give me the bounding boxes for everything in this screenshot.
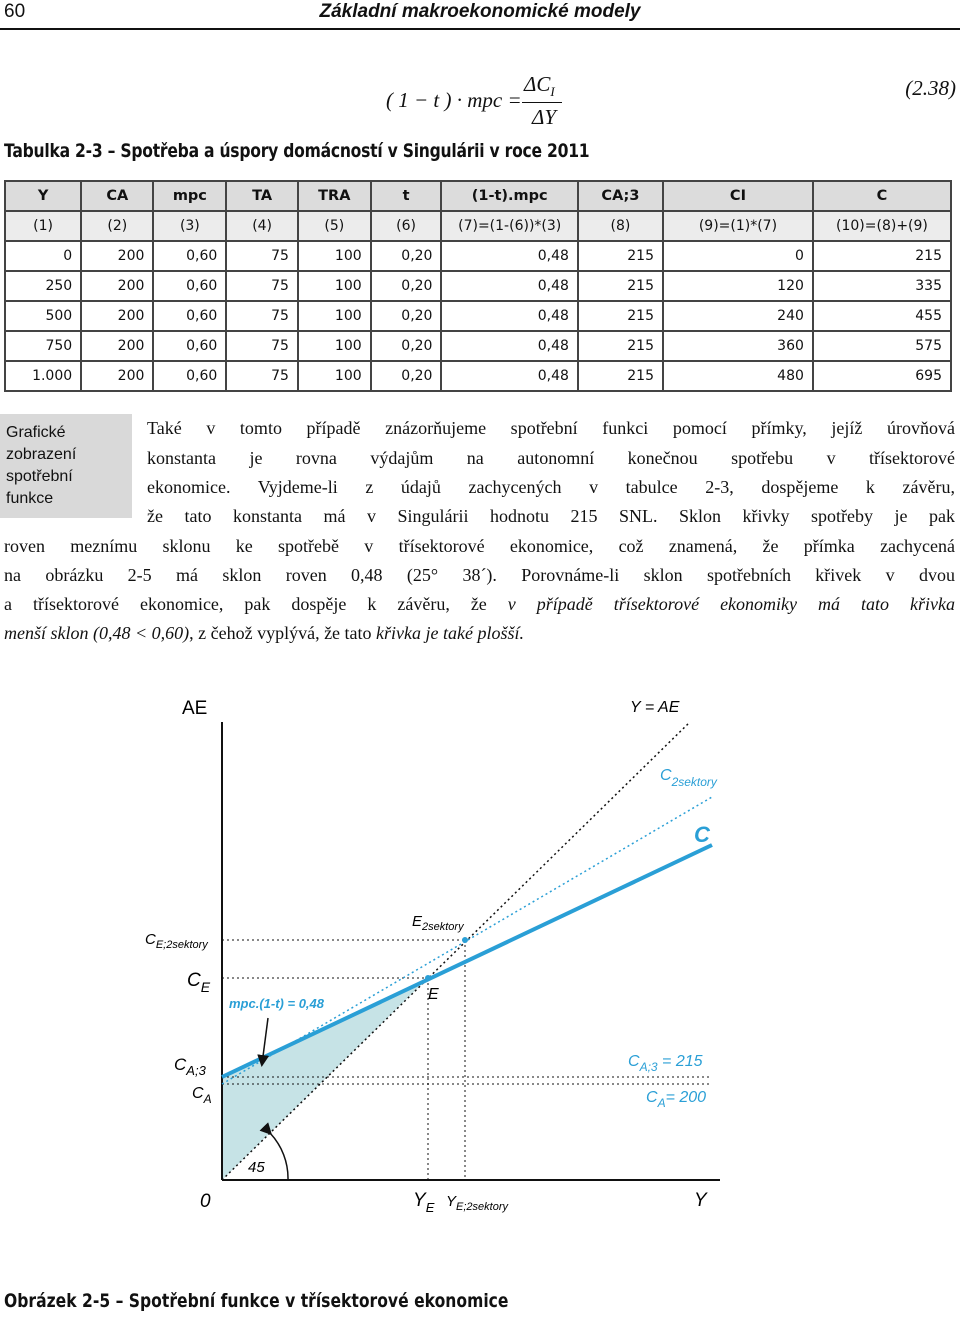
table-row bbox=[5, 361, 951, 391]
equation-numerator: $\Delta C_I$ bbox=[524, 72, 555, 100]
table-row bbox=[5, 271, 951, 301]
label-y-ae: Y = AE bbox=[630, 699, 680, 716]
data-table bbox=[4, 180, 952, 392]
emphasis: křivka je také plošší. bbox=[376, 623, 525, 643]
table-cell: 0,20 bbox=[371, 301, 442, 331]
label-ce-2sektory: $C_{E;2sektory}$ bbox=[145, 931, 208, 951]
table-cell: 360 bbox=[663, 331, 813, 361]
paragraph-line: konstanta je rovna výdajům na autonomní konečnou spotřebu v třísektorové bbox=[147, 448, 955, 468]
label-ye: $Y_E$ bbox=[413, 1190, 435, 1215]
col-header: mpc bbox=[153, 181, 226, 211]
table-cell: 0,48 bbox=[441, 271, 577, 301]
table-cell: 0,60 bbox=[153, 301, 226, 331]
margin-note-line: funkce bbox=[6, 490, 54, 507]
angle-arc bbox=[270, 1133, 288, 1180]
table-cell: 0,48 bbox=[441, 241, 577, 271]
table-header-row bbox=[5, 181, 951, 211]
table-cell: 75 bbox=[226, 271, 298, 301]
table-cell: 250 bbox=[5, 271, 81, 301]
equation-lhs: ( 1 − t ) · mpc = bbox=[386, 88, 522, 112]
table-cell: 0,20 bbox=[371, 271, 442, 301]
table-cell: 215 bbox=[813, 241, 951, 271]
table-cell: 0,48 bbox=[441, 361, 577, 391]
fraction-bar bbox=[522, 102, 562, 103]
margin-note-line: spotřební bbox=[6, 468, 73, 485]
col-header: CI bbox=[663, 181, 813, 211]
table-cell: 200 bbox=[81, 301, 153, 331]
table-cell: 200 bbox=[81, 361, 153, 391]
table-row bbox=[5, 301, 951, 331]
paragraph-line: ekonomice. Vyjdeme-li z údajů zachycených v tabulce 2-3, dospějeme k závěru, bbox=[147, 477, 955, 497]
emphasis: v případě třísektorové ekonomiky má tato křivka bbox=[507, 594, 955, 614]
label-c-2sektory: $C_{2sektory}$ bbox=[660, 767, 717, 789]
table-cell: 100 bbox=[298, 331, 371, 361]
consumption-function-figure bbox=[0, 680, 960, 1240]
index-cell: (2) bbox=[81, 211, 153, 241]
table-cell: 335 bbox=[813, 271, 951, 301]
table-cell: 200 bbox=[81, 241, 153, 271]
table-cell: 1.000 bbox=[5, 361, 81, 391]
label-ye-2sektory: $Y_{E;2sektory}$ bbox=[446, 1193, 508, 1213]
table-cell: 695 bbox=[813, 361, 951, 391]
label-ca3-value: $C_{A;3} = 215$ bbox=[628, 1053, 703, 1074]
emphasis: menší sklon (0,48 < 0,60) bbox=[4, 623, 190, 643]
table-cell: 0,60 bbox=[153, 331, 226, 361]
table-cell: 100 bbox=[298, 241, 371, 271]
page-number: 60 bbox=[4, 1, 26, 22]
table-caption: Tabulka 2-3 – Spotřeba a úspory domácností v Singulárii v roce 2011 bbox=[4, 140, 590, 162]
index-cell: (8) bbox=[578, 211, 663, 241]
table-cell: 455 bbox=[813, 301, 951, 331]
label-ca: $C_A$ bbox=[192, 1085, 212, 1106]
equation bbox=[386, 72, 586, 132]
table-cell: 0 bbox=[663, 241, 813, 271]
table-cell: 0,20 bbox=[371, 331, 442, 361]
label-ca3: $C_{A;3}$ bbox=[174, 1055, 206, 1078]
index-cell: (10)=(8)+(9) bbox=[813, 211, 951, 241]
equation-number: (2.38) bbox=[905, 76, 956, 100]
label-angle: 45 bbox=[248, 1159, 265, 1176]
table-cell: 750 bbox=[5, 331, 81, 361]
table-cell: 480 bbox=[663, 361, 813, 391]
table-cell: 200 bbox=[81, 331, 153, 361]
table-row bbox=[5, 331, 951, 361]
col-header: Y bbox=[5, 181, 81, 211]
label-slope: mpc.(1-t) = 0,48 bbox=[229, 996, 325, 1011]
table-cell: 0,20 bbox=[371, 241, 442, 271]
table-cell: 0,48 bbox=[441, 301, 577, 331]
col-header: CA;3 bbox=[578, 181, 663, 211]
table-cell: 100 bbox=[298, 271, 371, 301]
table-cell: 120 bbox=[663, 271, 813, 301]
table-cell: 100 bbox=[298, 361, 371, 391]
table-cell: 75 bbox=[226, 301, 298, 331]
col-header: TA bbox=[226, 181, 298, 211]
col-header: t bbox=[371, 181, 442, 211]
table-cell: 75 bbox=[226, 361, 298, 391]
index-cell: (6) bbox=[371, 211, 442, 241]
origin-label: 0 bbox=[200, 1191, 211, 1212]
point-e bbox=[425, 975, 431, 981]
header-rule bbox=[0, 28, 960, 30]
table-cell: 215 bbox=[578, 361, 663, 391]
table-cell: 0,20 bbox=[371, 361, 442, 391]
paragraph-line: na obrázku 2-5 má sklon roven 0,48 (25° 38´). Porovnáme-li sklon spotřebních křivek v dvou bbox=[4, 565, 955, 585]
paragraph-line: a třísektorové ekonomice, pak dospěje k závěru, že v případě třísektorové ekonomiky má tato křivka bbox=[4, 594, 955, 614]
col-header: CA bbox=[81, 181, 153, 211]
paragraph-line: že tato konstanta má v Singulárii hodnotu 215 SNL. Sklon křivky spotřeby je pak bbox=[147, 506, 955, 526]
table-cell: 75 bbox=[226, 241, 298, 271]
table-cell: 0,60 bbox=[153, 361, 226, 391]
margin-note-line: Grafické bbox=[6, 424, 66, 441]
line-c bbox=[222, 845, 712, 1077]
page-header bbox=[0, 0, 960, 26]
index-cell: (5) bbox=[298, 211, 371, 241]
label-e-2sektory: $E_{2sektory}$ bbox=[412, 913, 464, 933]
y-axis-label: AE bbox=[182, 698, 208, 719]
index-cell: (1) bbox=[5, 211, 81, 241]
paragraph-line: roven meznímu sklonu ke spotřebě v třísektorové ekonomice, což znamená, že přímka zachycená bbox=[4, 536, 955, 556]
col-header: (1-t).mpc bbox=[441, 181, 577, 211]
paragraph-line: Také v tomto případě znázorňujeme spotřební funkci pomocí přímky, jejíž úrovňová bbox=[147, 418, 955, 438]
label-ca-value: $C_A= 200$ bbox=[646, 1089, 707, 1110]
index-cell: (4) bbox=[226, 211, 298, 241]
point-e2 bbox=[462, 937, 468, 943]
table-row bbox=[5, 241, 951, 271]
label-c: C bbox=[694, 822, 710, 847]
table-cell: 200 bbox=[81, 271, 153, 301]
index-row bbox=[5, 211, 951, 241]
table-cell: 215 bbox=[578, 301, 663, 331]
index-cell: (9)=(1)*(7) bbox=[663, 211, 813, 241]
running-title: Základní makroekonomické modely bbox=[319, 1, 641, 22]
table-cell: 0,60 bbox=[153, 271, 226, 301]
x-axis-label: Y bbox=[694, 1190, 707, 1211]
table-cell: 0,60 bbox=[153, 241, 226, 271]
table-cell: 240 bbox=[663, 301, 813, 331]
table-cell: 0 bbox=[5, 241, 81, 271]
label-e: E bbox=[428, 986, 439, 1003]
paragraph-line: menší sklon (0,48 < 0,60), z čehož vyplývá, že tato křivka je také plošší. bbox=[4, 623, 525, 643]
index-cell: (3) bbox=[153, 211, 226, 241]
col-header: C bbox=[813, 181, 951, 211]
table-cell: 100 bbox=[298, 301, 371, 331]
label-ce: $C_E$ bbox=[187, 970, 211, 995]
line-45-degree bbox=[222, 722, 690, 1180]
table-cell: 575 bbox=[813, 331, 951, 361]
table-cell: 215 bbox=[578, 241, 663, 271]
equation-denominator: ΔY bbox=[532, 105, 557, 129]
margin-note-line: zobrazení bbox=[6, 446, 77, 463]
table-cell: 75 bbox=[226, 331, 298, 361]
figure-caption: Obrázek 2-5 – Spotřební funkce v třísektorové ekonomice bbox=[4, 1290, 509, 1312]
margin-note bbox=[0, 414, 132, 518]
table-cell: 215 bbox=[578, 331, 663, 361]
table-cell: 0,48 bbox=[441, 331, 577, 361]
table-cell: 215 bbox=[578, 271, 663, 301]
index-cell: (7)=(1-(6))*(3) bbox=[441, 211, 577, 241]
table-cell: 500 bbox=[5, 301, 81, 331]
col-header: TRA bbox=[298, 181, 371, 211]
